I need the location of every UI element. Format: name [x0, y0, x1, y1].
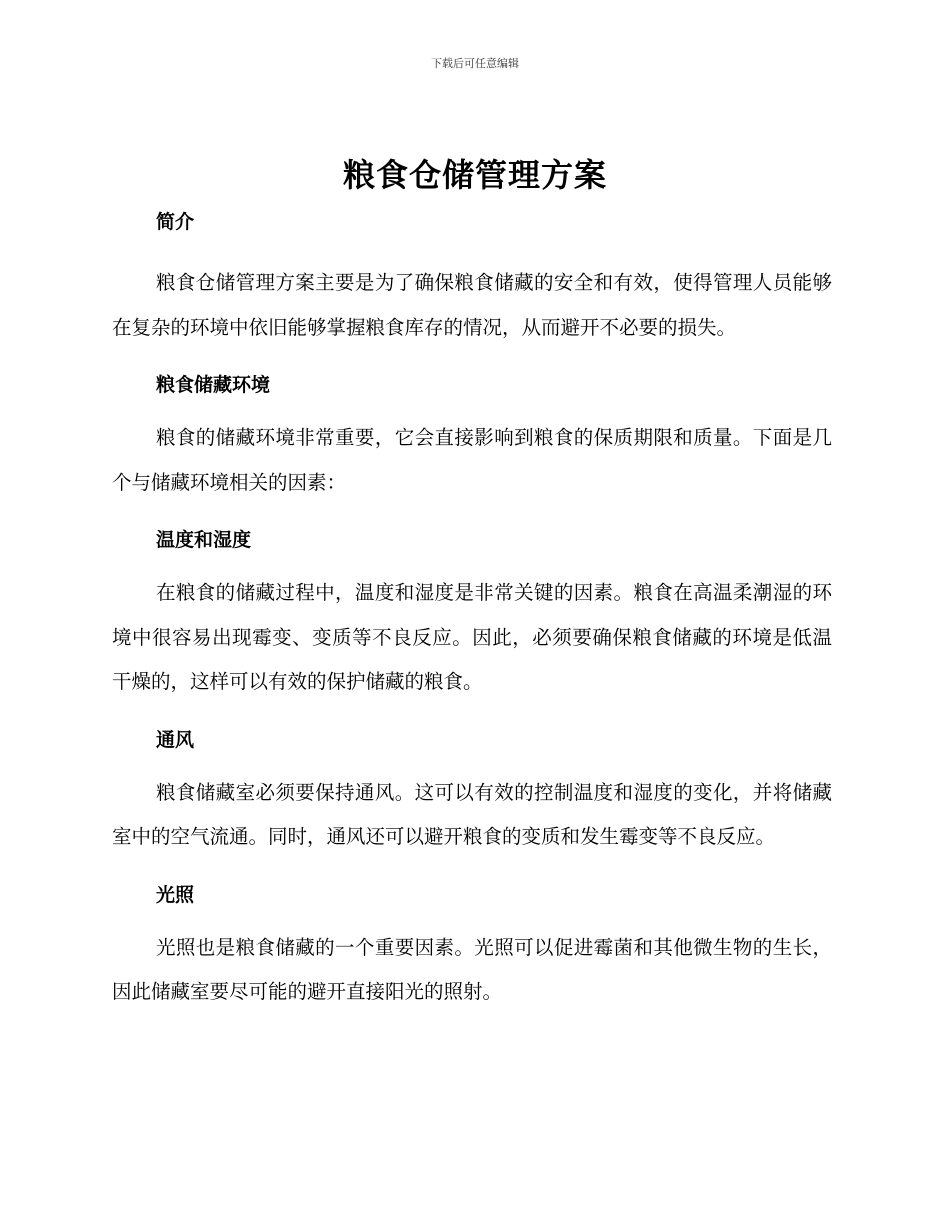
- section-paragraph: 粮食仓储管理方案主要是为了确保粮食储藏的安全和有效，使得管理人员能够在复杂的环境中依旧能够掌握粮食库存的情况，从而避开不必要的损失。: [112, 271, 832, 339]
- section-paragraph: 光照也是粮食储藏的一个重要因素。光照可以促进霉菌和其他微生物的生长，因此储藏室要尽可能的避开直接阳光的照射。: [112, 935, 832, 1003]
- section-heading: 温度和湿度: [156, 529, 252, 551]
- document-body: [112, 205, 832, 1015]
- section-intro: [112, 205, 832, 350]
- section-storage-environment: [112, 368, 832, 505]
- page-title: 粮食仓储管理方案: [342, 156, 607, 194]
- section-paragraph: 粮食的储藏环境非常重要，它会直接影响到粮食的保质期限和质量。下面是几个与储藏环境相关的因素：: [112, 426, 832, 494]
- header-note: 下载后可任意编辑: [431, 57, 519, 70]
- section-heading: 粮食储藏环境: [156, 374, 271, 396]
- section-paragraph: 粮食储藏室必须要保持通风。这可以有效的控制温度和湿度的变化，并将储藏室中的空气流通。同时，通风还可以避开粮食的变质和发生霉变等不良反应。: [112, 780, 832, 848]
- section-lighting: [112, 878, 832, 1015]
- section-heading: 简介: [156, 211, 195, 233]
- section-ventilation: [112, 723, 832, 860]
- section-paragraph: 在粮食的储藏过程中，温度和湿度是非常关键的因素。粮食在高温柔潮湿的环境中很容易出现霉变、变质等不良反应。因此，必须要确保粮食储藏的环境是低温干燥的，这样可以有效的保护储藏的粮食。: [112, 581, 832, 693]
- section-heading: 光照: [156, 883, 195, 906]
- section-temperature-humidity: [112, 523, 832, 705]
- section-heading: 通风: [156, 728, 195, 751]
